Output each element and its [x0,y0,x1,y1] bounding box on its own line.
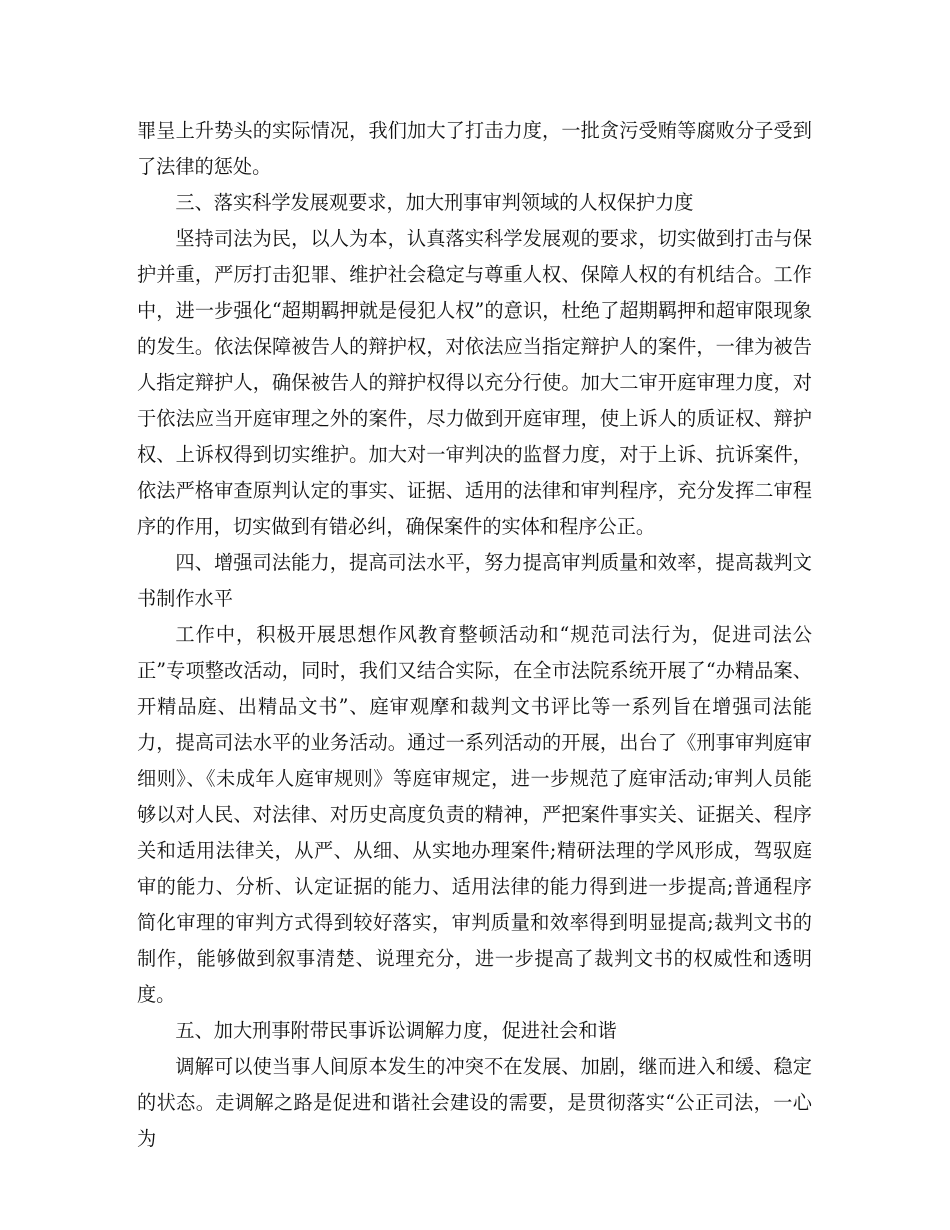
section-heading-3: 三、落实科学发展观要求，加大刑事审判领域的人权保护力度 [175,191,694,214]
paragraph-human-rights: 坚持司法为民，以人为本，认真落实科学发展观的要求，切实做到打击与保护并重，严厉打击犯罪、维护社会稳定与尊重人权、保障人权的有机结合。工作中，进一步强化“超期羁押就是侵犯人权”的意识，杜绝了超期羁押和超审限现象的发生。依法保障被告人的辩护权，对依法应当指定辩护人的案件，一律为被告人指定辩护人，确保被告人的辩护权得以充分行使。加大二审开庭审理力度，对于依法应当开庭审理之外的案件，尽力做到开庭审理，使上诉人的质证权、辩护权、上诉权得到切实维护。加大对一审判决的监督力度，对于上诉、抗诉案件，依法严格审查原判认定的事实、证据、适用的法律和审判程序，充分发挥二审程序的作用，切实做到有错必纠，确保案件的实体和程序公正。 [137,227,812,538]
paragraph-judicial-capacity: 工作中，积极开展思想作风教育整顿活动和“规范司法行为，促进司法公正”专项整改活动，同时，我们又结合实际，在全市法院系统开展了“办精品案、开精品庭、出精品文书”、庭审观摩和裁判文书评比等一系列旨在增强司法能力，提高司法水平的业务活动。通过一系列活动的开展，出台了《刑事审判庭审细则》、《未成年人庭审规则》等庭审规定，进一步规范了庭审活动;审判人员能够以对人民、对法律、对历史高度负责的精神，严把案件事实关、证据关、程序关和适用法律关，从严、从细、从实地办理案件;精研法理的学风形成，驾驭庭审的能力、分析、认定证据的能力、适用法律的能力得到进一步提高;普通程序简化审理的审判方式得到较好落实，审判质量和效率得到明显提高;裁判文书的制作，能够做到叙事清楚、说理充分，进一步提高了裁判文书的权威性和透明度。 [137,623,812,1006]
document-body [137,113,812,1157]
paragraph-continuation: 罪呈上升势头的实际情况，我们加大了打击力度，一批贪污受贿等腐败分子受到了法律的惩处。 [137,119,812,178]
paragraph-mediation: 调解可以使当事人间原本发生的冲突不在发展、加剧，继而进入和缓、稳定的状态。走调解之路是促进和谐社会建设的需要，是贯彻落实“公正司法，一心为 [137,1055,812,1150]
section-heading-4: 四、增强司法能力，提高司法水平，努力提高审判质量和效率，提高裁判文书制作水平 [137,551,812,610]
section-heading-5: 五、加大刑事附带民事诉讼调解力度，促进社会和谐 [175,1019,617,1042]
